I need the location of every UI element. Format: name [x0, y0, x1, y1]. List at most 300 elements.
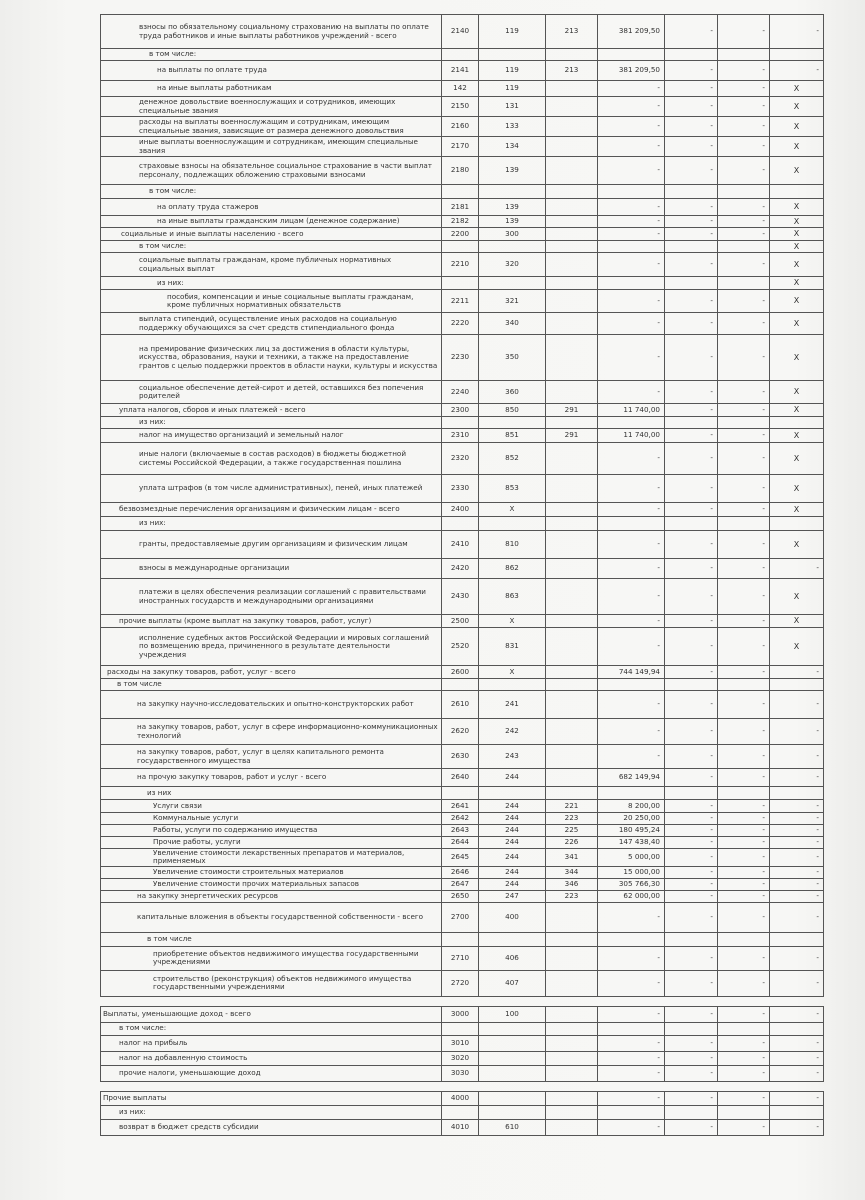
row-kosgu-cell: 221 [546, 800, 598, 813]
row-code-cell: 2720 [442, 970, 479, 996]
row-col7-cell: - [718, 404, 770, 417]
row-col8-cell: - [770, 1065, 824, 1081]
row-col8-cell: X [770, 429, 824, 443]
row-col7-cell [718, 996, 770, 1006]
row-col7-cell: - [718, 137, 770, 157]
row-kosgu-cell: 226 [546, 837, 598, 849]
row-col6-cell: - [665, 825, 718, 837]
table-row [101, 335, 824, 381]
row-col6-cell: - [665, 443, 718, 475]
row-name-cell: Работы, услуги по содержанию имущества [101, 825, 442, 837]
row-kbk-cell [479, 1105, 546, 1119]
row-col7-cell: - [718, 1091, 770, 1105]
row-kbk-cell: 244 [479, 813, 546, 825]
row-col8-cell: X [770, 615, 824, 628]
row-name-cell: на закупку энергетических ресурсов [101, 890, 442, 902]
row-code-cell [442, 932, 479, 946]
row-col6-cell [665, 185, 718, 199]
row-kosgu-cell [546, 531, 598, 559]
row-code-cell: 2643 [442, 825, 479, 837]
row-kosgu-cell [546, 559, 598, 579]
row-kosgu-cell [546, 335, 598, 381]
row-kbk-cell [479, 1022, 546, 1035]
payments-table [100, 14, 824, 1136]
row-col8-cell: - [770, 61, 824, 81]
row-sum-cell: - [598, 1119, 665, 1135]
row-kbk-cell [479, 679, 546, 691]
row-kbk-cell: 133 [479, 117, 546, 137]
row-col8-cell: X [770, 313, 824, 335]
table-row [101, 849, 824, 867]
row-col6-cell [665, 1105, 718, 1119]
row-sum-cell: 20 250,00 [598, 813, 665, 825]
row-col6-cell: - [665, 117, 718, 137]
row-kbk-cell [479, 787, 546, 800]
row-name-cell: расходы на выплаты военнослужащим и сотрудникам, имеющим специальные звания, зависящие от размера денежного довольствия [101, 117, 442, 137]
row-kbk-cell: 119 [479, 61, 546, 81]
row-kosgu-cell [546, 97, 598, 117]
row-code-cell: 2520 [442, 628, 479, 666]
row-kosgu-cell [546, 199, 598, 216]
row-sum-cell: - [598, 290, 665, 313]
row-col7-cell: - [718, 579, 770, 615]
row-name-cell: в том числе: [101, 241, 442, 253]
row-col6-cell [665, 1022, 718, 1035]
spacer-row [101, 996, 824, 1006]
row-kbk-cell [479, 1035, 546, 1051]
row-name-cell: взносы в международные организации [101, 559, 442, 579]
row-col6-cell: - [665, 1006, 718, 1022]
row-name-cell: уплата штрафов (в том числе административных), пеней, иных платежей [101, 475, 442, 503]
row-kosgu-cell [546, 579, 598, 615]
row-name-cell: на закупку товаров, работ, услуг в сфере информационно-коммуникационных технологий [101, 719, 442, 745]
row-col7-cell [718, 1081, 770, 1091]
row-code-cell: 2230 [442, 335, 479, 381]
row-kosgu-cell [546, 719, 598, 745]
row-kbk-cell: 244 [479, 769, 546, 787]
table-row [101, 932, 824, 946]
row-name-cell: на выплаты по оплате труда [101, 61, 442, 81]
row-col8-cell: - [770, 719, 824, 745]
row-sum-cell [598, 185, 665, 199]
table-row [101, 137, 824, 157]
row-name-cell: возврат в бюджет средств субсидии [101, 1119, 442, 1135]
row-col7-cell: - [718, 666, 770, 679]
row-code-cell [442, 49, 479, 61]
row-code-cell [442, 1105, 479, 1119]
row-col7-cell: - [718, 531, 770, 559]
row-kbk-cell: 139 [479, 216, 546, 228]
row-sum-cell: - [598, 1091, 665, 1105]
row-code-cell: 2180 [442, 157, 479, 185]
row-name-cell: выплата стипендий, осуществление иных расходов на социальную поддержку обучающихся за счет средств стипендиального фонда [101, 313, 442, 335]
row-code-cell: 2400 [442, 503, 479, 517]
row-sum-cell: 62 000,00 [598, 890, 665, 902]
table-row [101, 825, 824, 837]
row-col8-cell: - [770, 1006, 824, 1022]
row-kbk-cell [479, 1065, 546, 1081]
table-row [101, 1051, 824, 1065]
row-col8-cell: - [770, 800, 824, 813]
row-col8-cell: - [770, 691, 824, 719]
row-kosgu-cell [546, 1022, 598, 1035]
row-col8-cell: X [770, 475, 824, 503]
table-row [101, 679, 824, 691]
table-row [101, 277, 824, 290]
row-col6-cell: - [665, 475, 718, 503]
row-code-cell [442, 517, 479, 531]
row-code-cell: 4010 [442, 1119, 479, 1135]
row-kosgu-cell [546, 996, 598, 1006]
table-row [101, 157, 824, 185]
table-row [101, 417, 824, 429]
row-kosgu-cell [546, 381, 598, 404]
row-kbk-cell: 134 [479, 137, 546, 157]
row-col6-cell: - [665, 335, 718, 381]
row-name-cell: пособия, компенсации и иные социальные выплаты гражданам, кроме публичных нормативных обязательств [101, 290, 442, 313]
row-col8-cell: - [770, 745, 824, 769]
row-kosgu-cell [546, 1035, 598, 1051]
row-name-cell: Увеличение стоимости строительных материалов [101, 866, 442, 878]
row-kbk-cell: 244 [479, 800, 546, 813]
row-sum-cell: 381 209,50 [598, 15, 665, 49]
row-code-cell [442, 679, 479, 691]
row-col6-cell: - [665, 559, 718, 579]
row-sum-cell: - [598, 1065, 665, 1081]
row-code-cell: 2430 [442, 579, 479, 615]
row-col8-cell: X [770, 381, 824, 404]
row-col6-cell: - [665, 97, 718, 117]
row-sum-cell [598, 1105, 665, 1119]
row-code-cell: 2644 [442, 837, 479, 849]
row-col6-cell [665, 241, 718, 253]
row-code-cell [442, 787, 479, 800]
row-sum-cell [598, 241, 665, 253]
row-kbk-cell [479, 1051, 546, 1065]
row-col6-cell: - [665, 81, 718, 97]
row-kosgu-cell [546, 1065, 598, 1081]
row-col7-cell [718, 787, 770, 800]
row-col7-cell [718, 185, 770, 199]
row-name-cell: в том числе [101, 932, 442, 946]
row-col6-cell: - [665, 1091, 718, 1105]
row-col6-cell: - [665, 216, 718, 228]
table-row [101, 1035, 824, 1051]
row-col7-cell [718, 241, 770, 253]
row-sum-cell [598, 1022, 665, 1035]
row-code-cell: 2410 [442, 531, 479, 559]
row-sum-cell: - [598, 503, 665, 517]
row-kosgu-cell: 341 [546, 849, 598, 867]
row-sum-cell: - [598, 137, 665, 157]
row-col8-cell [770, 996, 824, 1006]
row-col6-cell: - [665, 579, 718, 615]
row-code-cell: 3030 [442, 1065, 479, 1081]
row-code-cell: 2500 [442, 615, 479, 628]
row-col7-cell: - [718, 769, 770, 787]
row-col8-cell: - [770, 666, 824, 679]
table-row [101, 890, 824, 902]
row-code-cell: 2160 [442, 117, 479, 137]
row-sum-cell: - [598, 1006, 665, 1022]
row-col6-cell: - [665, 866, 718, 878]
table-row [101, 1119, 824, 1135]
row-col8-cell: X [770, 579, 824, 615]
row-kosgu-cell [546, 443, 598, 475]
row-col7-cell [718, 932, 770, 946]
table-row [101, 49, 824, 61]
row-sum-cell [598, 996, 665, 1006]
row-kbk-cell [479, 996, 546, 1006]
row-kbk-cell [479, 417, 546, 429]
row-col7-cell: - [718, 429, 770, 443]
row-kosgu-cell [546, 290, 598, 313]
row-col6-cell: - [665, 429, 718, 443]
row-col6-cell: - [665, 800, 718, 813]
row-col8-cell: X [770, 157, 824, 185]
row-sum-cell: - [598, 157, 665, 185]
row-name-cell: из них: [101, 1105, 442, 1119]
row-col7-cell: - [718, 1035, 770, 1051]
row-sum-cell: 5 000,00 [598, 849, 665, 867]
row-col8-cell [770, 517, 824, 531]
row-col8-cell: X [770, 503, 824, 517]
row-col7-cell [718, 49, 770, 61]
row-kosgu-cell [546, 787, 598, 800]
table-row [101, 443, 824, 475]
row-kbk-cell: 810 [479, 531, 546, 559]
row-kbk-cell: 852 [479, 443, 546, 475]
row-kbk-cell: 119 [479, 15, 546, 49]
row-sum-cell: 682 149,94 [598, 769, 665, 787]
row-col7-cell: - [718, 813, 770, 825]
row-kosgu-cell [546, 902, 598, 932]
row-kosgu-cell [546, 679, 598, 691]
row-col7-cell: - [718, 216, 770, 228]
row-col8-cell [770, 932, 824, 946]
row-col6-cell [665, 996, 718, 1006]
row-sum-cell: 305 766,30 [598, 878, 665, 890]
row-kosgu-cell [546, 946, 598, 970]
row-code-cell: 3020 [442, 1051, 479, 1065]
row-code-cell: 2200 [442, 228, 479, 241]
row-name-cell: на премирование физических лиц за достижения в области культуры, искусства, образования, науки и техники, а также на предоставление грантов с целью поддержки проектов в области науки, культуры и искусства [101, 335, 442, 381]
row-col8-cell [770, 185, 824, 199]
row-col7-cell: - [718, 313, 770, 335]
row-kbk-cell: 407 [479, 970, 546, 996]
row-code-cell: 2647 [442, 878, 479, 890]
row-kosgu-cell [546, 313, 598, 335]
row-kosgu-cell: 213 [546, 15, 598, 49]
row-col7-cell: - [718, 878, 770, 890]
table-row [101, 719, 824, 745]
row-col7-cell: - [718, 117, 770, 137]
row-code-cell: 2141 [442, 61, 479, 81]
row-sum-cell: - [598, 199, 665, 216]
table-row [101, 769, 824, 787]
row-col7-cell: - [718, 381, 770, 404]
row-sum-cell: - [598, 97, 665, 117]
row-col6-cell: - [665, 666, 718, 679]
row-kbk-cell [479, 517, 546, 531]
row-col7-cell: - [718, 1119, 770, 1135]
row-name-cell: в том числе: [101, 49, 442, 61]
row-sum-cell [598, 1081, 665, 1091]
row-kbk-cell: 610 [479, 1119, 546, 1135]
row-name-cell: иные налоги (включаемые в состав расходов) в бюджеты бюджетной системы Российской Федерации, а также государственная пошлина [101, 443, 442, 475]
table-row [101, 199, 824, 216]
row-col8-cell: - [770, 825, 824, 837]
row-col6-cell: - [665, 228, 718, 241]
table-row [101, 15, 824, 49]
row-sum-cell: 8 200,00 [598, 800, 665, 813]
row-kbk-cell: 862 [479, 559, 546, 579]
row-col6-cell: - [665, 404, 718, 417]
row-kosgu-cell [546, 185, 598, 199]
table-row [101, 970, 824, 996]
row-col7-cell: - [718, 559, 770, 579]
row-col7-cell: - [718, 503, 770, 517]
row-name-cell: социальные выплаты гражданам, кроме публичных нормативных социальных выплат [101, 253, 442, 277]
row-sum-cell: 381 209,50 [598, 61, 665, 81]
row-name-cell: из них: [101, 277, 442, 290]
row-col6-cell [665, 277, 718, 290]
row-code-cell: 2330 [442, 475, 479, 503]
row-kbk-cell [479, 49, 546, 61]
row-kbk-cell: 241 [479, 691, 546, 719]
row-name-cell: прочие налоги, уменьшающие доход [101, 1065, 442, 1081]
row-name-cell: в том числе [101, 679, 442, 691]
row-kosgu-cell: 223 [546, 890, 598, 902]
row-col6-cell [665, 517, 718, 531]
row-col8-cell: - [770, 849, 824, 867]
row-col7-cell: - [718, 157, 770, 185]
row-name-cell: Прочие работы, услуги [101, 837, 442, 849]
row-col6-cell: - [665, 628, 718, 666]
row-name-cell: на оплату труда стажеров [101, 199, 442, 216]
row-col6-cell: - [665, 769, 718, 787]
row-col7-cell: - [718, 61, 770, 81]
table-row [101, 1091, 824, 1105]
row-code-cell: 2630 [442, 745, 479, 769]
table-row [101, 241, 824, 253]
row-col7-cell: - [718, 615, 770, 628]
row-kosgu-cell [546, 691, 598, 719]
row-kbk-cell: X [479, 503, 546, 517]
row-sum-cell: - [598, 216, 665, 228]
row-code-cell [442, 241, 479, 253]
row-name-cell: Выплаты, уменьшающие доход - всего [101, 1006, 442, 1022]
row-col6-cell: - [665, 813, 718, 825]
row-kosgu-cell [546, 117, 598, 137]
row-col7-cell: - [718, 691, 770, 719]
table-row [101, 97, 824, 117]
row-kbk-cell: X [479, 666, 546, 679]
row-col6-cell: - [665, 1051, 718, 1065]
row-name-cell: на прочую закупку товаров, работ и услуг - всего [101, 769, 442, 787]
row-col8-cell [770, 1022, 824, 1035]
row-name-cell: социальные и иные выплаты населению - всего [101, 228, 442, 241]
row-code-cell: 2600 [442, 666, 479, 679]
row-kbk-cell: 851 [479, 429, 546, 443]
row-kosgu-cell [546, 517, 598, 531]
row-col7-cell: - [718, 290, 770, 313]
row-col6-cell [665, 49, 718, 61]
row-kbk-cell: 139 [479, 199, 546, 216]
row-sum-cell [598, 787, 665, 800]
row-kbk-cell: 360 [479, 381, 546, 404]
row-name-cell: из них [101, 787, 442, 800]
row-kbk-cell [479, 932, 546, 946]
row-col7-cell [718, 277, 770, 290]
row-col7-cell: - [718, 443, 770, 475]
row-col8-cell: X [770, 335, 824, 381]
row-kbk-cell: 100 [479, 1006, 546, 1022]
row-col8-cell: - [770, 878, 824, 890]
row-col8-cell: - [770, 559, 824, 579]
row-code-cell [442, 1081, 479, 1091]
table-row [101, 61, 824, 81]
row-sum-cell: - [598, 559, 665, 579]
row-code-cell: 2642 [442, 813, 479, 825]
row-name-cell: страховые взносы на обязательное социальное страхование в части выплат персоналу, подлежащих обложению страховыми взносами [101, 157, 442, 185]
row-col7-cell: - [718, 719, 770, 745]
table-row [101, 531, 824, 559]
row-name-cell: в том числе: [101, 1022, 442, 1035]
row-col8-cell: X [770, 290, 824, 313]
row-col8-cell: - [770, 866, 824, 878]
row-col8-cell: X [770, 241, 824, 253]
row-col6-cell: - [665, 1119, 718, 1135]
row-sum-cell: - [598, 615, 665, 628]
row-name-cell: уплата налогов, сборов и иных платежей - всего [101, 404, 442, 417]
table-row [101, 216, 824, 228]
row-col6-cell: - [665, 745, 718, 769]
row-kbk-cell: 244 [479, 837, 546, 849]
row-kosgu-cell [546, 628, 598, 666]
row-kbk-cell: 244 [479, 825, 546, 837]
row-col6-cell: - [665, 837, 718, 849]
row-code-cell: 4000 [442, 1091, 479, 1105]
row-kosgu-cell [546, 745, 598, 769]
row-name-cell: безвозмездные перечисления организациям и физическим лицам - всего [101, 503, 442, 517]
row-col8-cell: X [770, 97, 824, 117]
row-col6-cell: - [665, 531, 718, 559]
row-name-cell: иные выплаты военнослужащим и сотрудникам, имеющим специальные звания [101, 137, 442, 157]
row-kosgu-cell: 291 [546, 404, 598, 417]
row-kosgu-cell [546, 137, 598, 157]
row-sum-cell: 744 149,94 [598, 666, 665, 679]
row-col8-cell: X [770, 216, 824, 228]
row-col6-cell: - [665, 137, 718, 157]
row-col8-cell: - [770, 837, 824, 849]
row-name-cell: платежи в целях обеспечения реализации соглашений с правительствами иностранных государств и международными организациями [101, 579, 442, 615]
row-col7-cell [718, 1105, 770, 1119]
row-col7-cell [718, 517, 770, 531]
table-row [101, 902, 824, 932]
row-sum-cell [598, 517, 665, 531]
row-sum-cell [598, 932, 665, 946]
row-kbk-cell [479, 185, 546, 199]
row-name-cell: строительство (реконструкция) объектов недвижимого имущества государственными учреждениями [101, 970, 442, 996]
row-col6-cell [665, 787, 718, 800]
row-code-cell: 2310 [442, 429, 479, 443]
row-name-cell: в том числе: [101, 185, 442, 199]
row-kosgu-cell [546, 503, 598, 517]
row-col8-cell [770, 1081, 824, 1091]
row-code-cell: 2646 [442, 866, 479, 878]
row-sum-cell: - [598, 946, 665, 970]
